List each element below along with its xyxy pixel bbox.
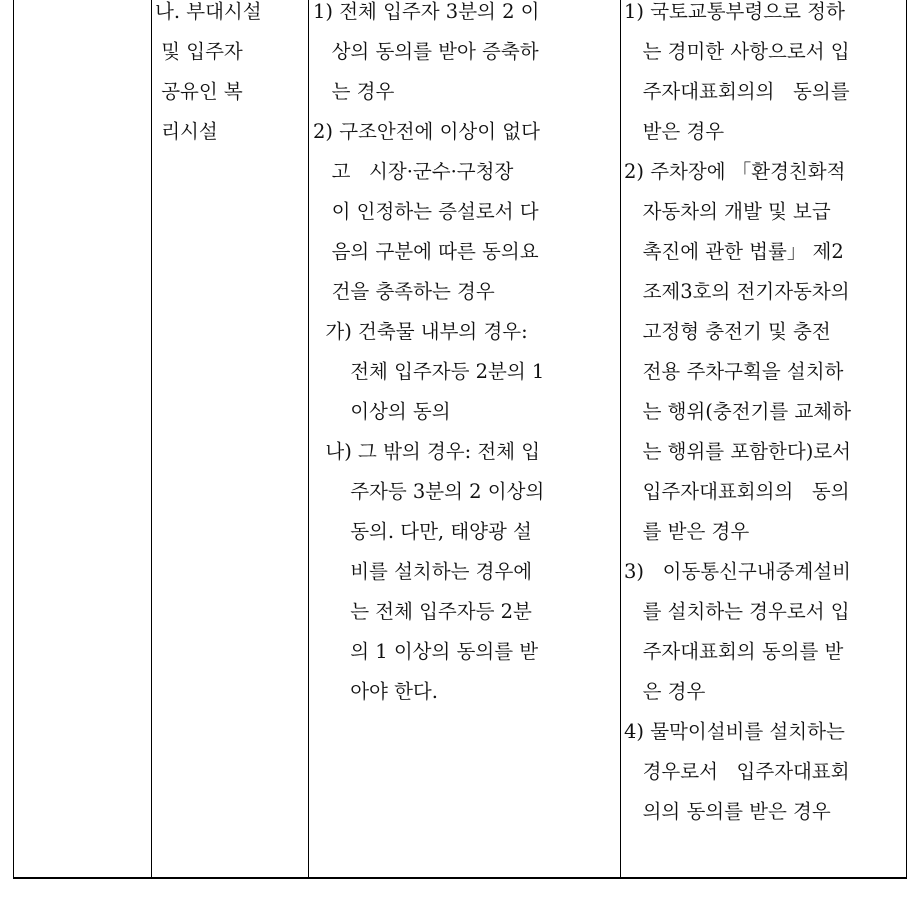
requirement-line: 상의 동의를 받아 증축하 [313, 40, 539, 63]
requirement-line: 는 경우 [313, 80, 395, 103]
exception-line: 받은 경우 [624, 120, 725, 143]
requirement-line: 는 전체 입주자등 2분 [313, 600, 532, 623]
requirement-line: 음의 구분에 따른 동의요 [313, 240, 539, 263]
requirement-line: 가) 건축물 내부의 경우: [313, 320, 528, 343]
category-line: 나. 부대시설 [155, 0, 262, 23]
exception-line: 경우로서 입주자대표회 [624, 760, 850, 783]
exception-line: 고정형 충전기 및 충전 [624, 320, 831, 343]
exception-line: 입주자대표회의의 동의 [624, 480, 850, 503]
requirement-line: 이상의 동의 [313, 400, 451, 423]
category-line: 공유인 복 [155, 80, 243, 103]
requirement-line: 전체 입주자등 2분의 1 [313, 360, 545, 383]
exception-line: 의의 동의를 받은 경우 [624, 800, 831, 823]
exception-line: 는 행위(충전기를 교체하 [624, 400, 851, 423]
exception-line: 는 경미한 사항으로서 입 [624, 40, 850, 63]
requirement-line: 2) 구조안전에 이상이 없다 [313, 120, 540, 143]
exception-line: 조제3호의 전기자동차의 [624, 280, 850, 303]
exception-line: 3) 이동통신구내중계설비 [624, 560, 851, 583]
regulation-table [13, 0, 907, 879]
blank-column [14, 0, 152, 878]
category-line: 리시설 [155, 120, 218, 143]
exception-line: 촉진에 관한 법률」 제2 [624, 240, 844, 263]
requirement-line: 고 시장·군수·구청장 [313, 160, 514, 183]
exception-line: 를 설치하는 경우로서 입 [624, 600, 850, 623]
requirement-line: 이 인정하는 증설로서 다 [313, 200, 539, 223]
requirement-line: 1) 전체 입주자 3분의 2 이 [313, 0, 540, 23]
exception-line: 는 행위를 포함한다)로서 [624, 440, 851, 463]
requirement-line: 의 1 이상의 동의를 받 [313, 640, 539, 663]
exception-line: 주자대표회의의 동의를 [624, 80, 850, 103]
exception-line: 자동차의 개발 및 보급 [624, 200, 831, 223]
requirement-line: 아야 한다. [313, 680, 438, 703]
requirement-line: 비를 설치하는 경우에 [313, 560, 533, 583]
exception-line: 전용 주차구획을 설치하 [624, 360, 844, 383]
exceptions-cell [621, 0, 906, 878]
facility-category-cell [152, 0, 309, 878]
requirement-line: 주자등 3분의 2 이상의 [313, 480, 545, 503]
category-line: 및 입주자 [155, 40, 243, 63]
requirements-cell [309, 0, 621, 878]
exception-line: 은 경우 [624, 680, 706, 703]
requirement-line: 건을 충족하는 경우 [313, 280, 495, 303]
exception-line: 1) 국토교통부령으로 정하 [624, 0, 845, 23]
requirement-line: 나) 그 밖의 경우: 전체 입 [313, 440, 541, 463]
exception-line: 4) 물막이설비를 설치하는 [624, 720, 845, 743]
exception-line: 주자대표회의 동의를 받 [624, 640, 844, 663]
requirement-line: 동의. 다만, 태양광 설 [313, 520, 532, 543]
exception-line: 2) 주차장에 「환경친화적 [624, 160, 846, 183]
exception-line: 를 받은 경우 [624, 520, 750, 543]
